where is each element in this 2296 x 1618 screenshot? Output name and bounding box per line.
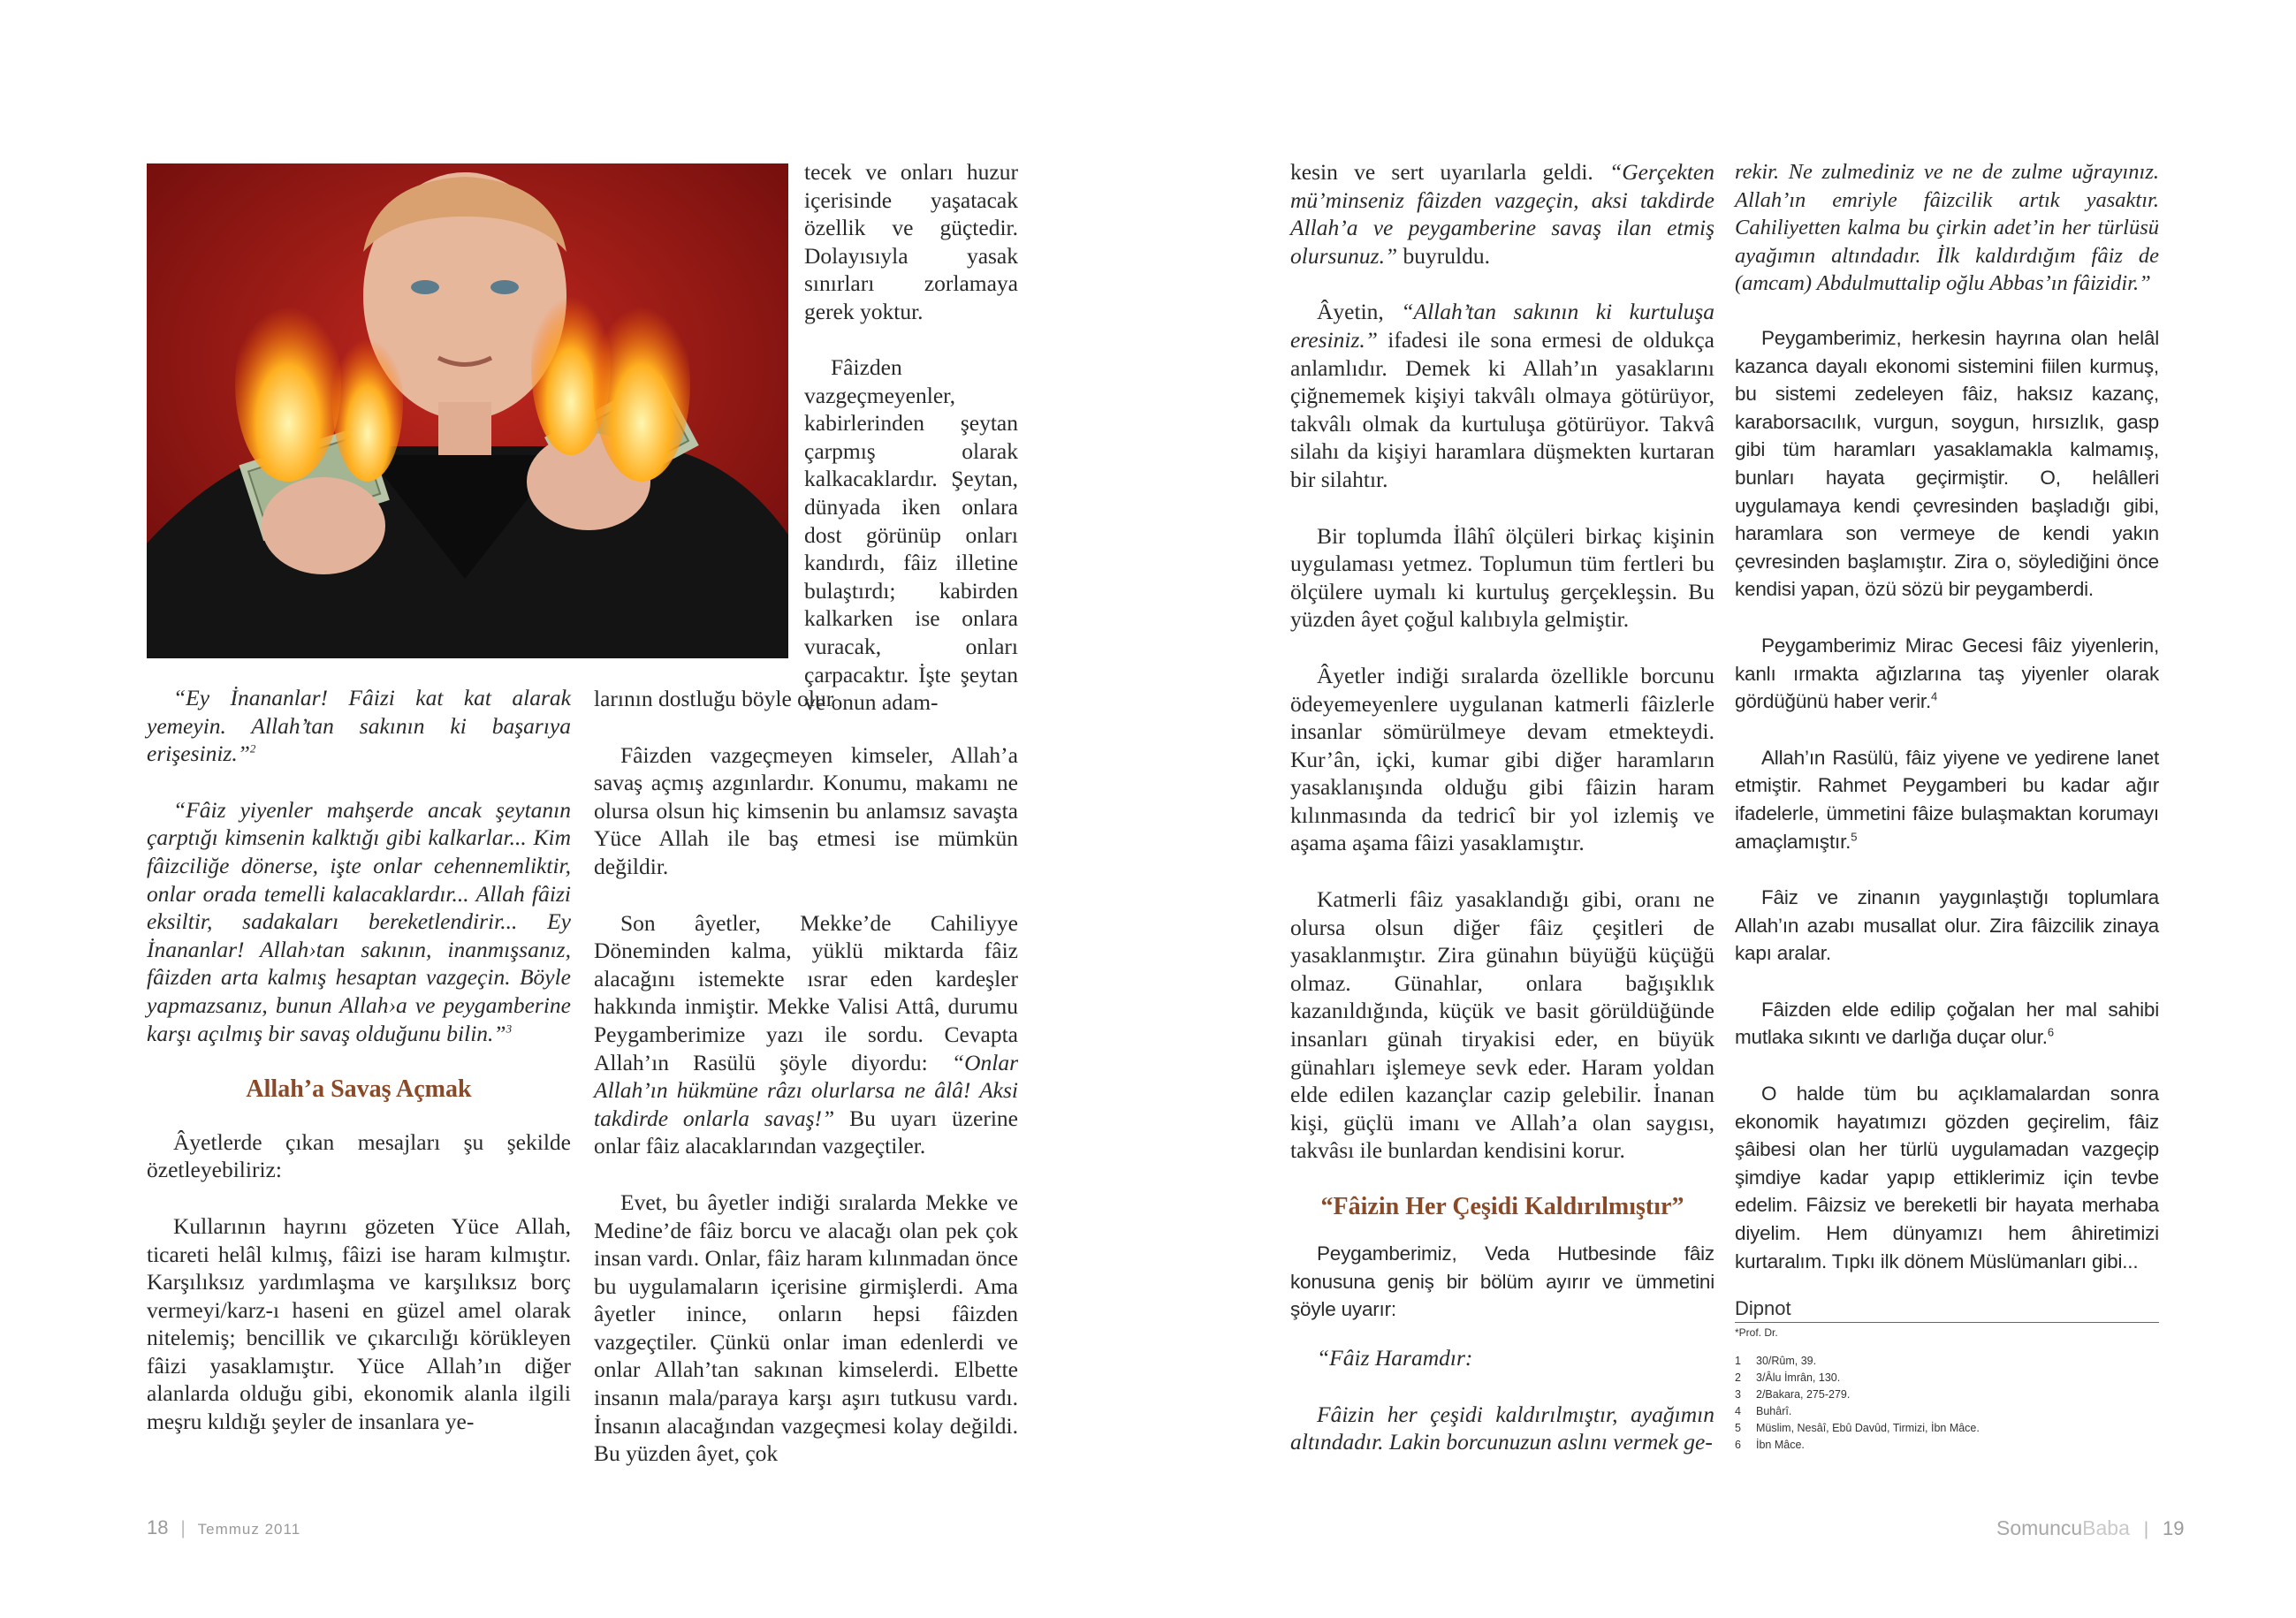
footnote-ref: 2 — [249, 741, 256, 756]
footnote-item — [1735, 1353, 2159, 1370]
issue-date: Temmuz 2011 — [197, 1521, 301, 1538]
footnote-text: 30/Rûm, 39. — [1756, 1355, 1817, 1367]
quote-text: Fâizin her çeşidi kaldırılmıştır, ayağımın altındadır. Lakin borcunuzun aslını vermek ge- — [1290, 1401, 1714, 1455]
right-col2-quote — [1735, 158, 2159, 326]
paragraph: Peygamberimiz, herkesin hayrına olan helâl kazanca dayalı ekonomi sistemini fiilen kurmuş, bu sistemi zedeleyen fâiz, haksız kazanç, karaborsacılık, vurgun, soygun, hırsızlık, gasp gibi tüm haramları yasaklamakla kalmamış, bunları hayata geçirmiştir. O, helâlleri uygulamaya kendi çevresinden başladığı gibi, haramlara son vermeye de kendi yakın çevresinden başlamıştır. Zira o, söylediğini önce kendisi yapan, özü sözü bir peygamberdi. — [1735, 327, 2159, 601]
footnote-text: Buhârî. — [1756, 1405, 1792, 1417]
quote-text: “Ey İnananlar! Fâizi kat kat alarak yemeyin. Allah’tan sakının ki başarıya erişesiniz.” — [147, 685, 571, 767]
author-note: *Prof. Dr. — [1735, 1326, 1778, 1339]
footnote-number: 2 — [1735, 1371, 1741, 1384]
left-footer — [147, 1516, 300, 1539]
right-page — [1148, 0, 2296, 1618]
paragraph: Fâizden vazgeçmeyen kimseler, Allah’a savaş açmış azgınlardır. Konumu, makamı ne olursa olsun hiç kimsenin bu anlamsız savaşta Yüce Allah ile baş etmesi ise mümkün değildir. — [594, 741, 1018, 879]
right-col1-quote — [1290, 1344, 1714, 1485]
paragraph: Bir toplumda İlâhî ölçüleri birkaç kişinin uygulaması yetmez. Toplumun tüm fertleri bu ölçülere uymalı ki kurtuluş gerçekleşsin. Bu yüzden âyet çoğul kalıbıyla gelmiştir. — [1290, 522, 1714, 633]
page-number: 19 — [2163, 1517, 2185, 1539]
paragraph-text: buyruldu. — [1397, 242, 1490, 269]
paragraph — [594, 909, 1018, 1160]
footnote-item — [1735, 1420, 2159, 1437]
left-col2-p2-narrow — [804, 353, 1018, 717]
paragraph — [1735, 996, 2159, 1052]
brand-logo-part: Somuncu — [1996, 1516, 2083, 1539]
footnote-number: 3 — [1735, 1388, 1741, 1401]
paragraph — [1735, 632, 2159, 716]
footer-separator: | — [2143, 1519, 2149, 1539]
footnote-ref: 5 — [1851, 830, 1858, 843]
paragraph-text: Peygamberimiz Mirac Gecesi fâiz yiyenlerin, kanlı ırmakta ağızlarına taş yiyenler olarak gördüğünü haber verir. — [1735, 634, 2159, 713]
page-number: 18 — [147, 1516, 169, 1538]
quote-text: “Allah’tan sakının ki kurtuluşa eresiniz.” — [1290, 299, 1715, 353]
quote-text: rekir. Ne zulmediniz ve ne de zulme uğrayınız. Allah’ın emriyle fâizcilik artık yasaktır. Cahiliyetten kalma bu çirkin adet’in her türlüsü ayağımın altındadır. İlk kaldırdığım fâiz de (amcam) Abdulmuttalip oğlu Abbas’ın fâizidir.” — [1735, 160, 2159, 296]
paragraph-continuation: larının dostluğu böyle olur — [594, 686, 834, 711]
footnote-item — [1735, 1437, 2159, 1454]
footer-separator: | — [180, 1518, 186, 1538]
left-col2 — [594, 685, 1018, 1496]
paragraph-text: Allah’ın Rasülü, fâiz yiyene ve yedirene lanet etmiştir. Rahmet Peygamberi bu kadar ağır ifadelerle, ümmetini fâize bulaşmaktan korumayı amaçlamıştır. — [1735, 746, 2159, 853]
footnote-number: 4 — [1735, 1405, 1741, 1417]
footnote-text: Müslim, Nesâî, Ebû Davûd, Tirmizi, İbn Mâce. — [1756, 1422, 1980, 1434]
section-heading: Allah’a Savaş Açmak — [246, 1075, 472, 1104]
footnote-text: İbn Mâce. — [1756, 1439, 1805, 1451]
footnote-number: 5 — [1735, 1422, 1741, 1434]
paragraph: Âyetler indiği sıralarda özellikle borcunu ödeyemeyenlere uygulanan katmerli fâizlerle insanlar sömürülmeye devam etmekteydi. Kur’ân, içki, kumar gibi diğer haramların yasaklanışında olduğu gibi fâizin haram kılınmasında da tedricî bir yol izlemiş ve aşama aşama fâizi yasaklamıştır. — [1290, 662, 1714, 856]
footnote-text: 2/Bakara, 275-279. — [1756, 1388, 1851, 1401]
paragraph: tecek ve onları huzur içerisinde yaşatacak özellik ve güçtedir. Dolayısıyla yasak sınırları zorlamaya gerek yoktur. — [804, 159, 1018, 324]
footnote-item — [1735, 1370, 2159, 1386]
man-burning-money-photo — [147, 163, 788, 658]
footnote-text: 3/Âlu İmrân, 130. — [1756, 1371, 1841, 1384]
footnote-ref: 3 — [506, 1022, 513, 1036]
quote-text: “Fâiz Haramdır: — [1317, 1345, 1473, 1371]
right-footer — [1996, 1516, 2185, 1540]
paragraph-text: ifadesi ile sona ermesi de oldukça anlamlıdır. Demek ki Allah’ın yasaklarını çiğnememek kişiyi takvâlı olmaya götürüyor, takvâlı olmak da kurtuluşa götürüyor. Takvâ silahı da kişiyi haramlara düşmekten kurtaran bir silahtır. — [1290, 326, 1714, 492]
article-photo — [147, 163, 788, 658]
footnote-title: Dipnot — [1735, 1297, 2159, 1323]
right-col1-sans — [1290, 1240, 1714, 1352]
quote-text: “Onlar Allah’ın hükmüne râzı olurlarsa ne âlâ! Aksi takdirde onlarla savaş!” — [594, 1049, 1018, 1131]
section-heading: “Fâizin Her Çeşidi Kaldırılmıştır” — [1320, 1193, 1684, 1220]
footnote-ref: 4 — [1931, 689, 1938, 703]
paragraph: Kullarının hayrını gözeten Yüce Allah, ticareti helâl kılmış, fâizi ise haram kılmıştır. Karşılıksız yardımlaşma ve karşılıksız borç vermeyi/karz-ı haseni en güzel amel olarak nitelemiş; bencillik ve çıkarcılığı körükleyen fâizi yasaklamıştır. Yüce Allah’ın diğer alanlarda olduğu gibi, ekonomik alanla ilgili meşru kıldığı şeyler de insanlara ye- — [147, 1212, 571, 1435]
left-col2-top — [804, 158, 1018, 354]
paragraph — [1290, 158, 1714, 270]
paragraph-text: kesin ve sert uyarılarla geldi. — [1290, 159, 1610, 185]
brand-logo — [1996, 1516, 2130, 1539]
footnote-number: 6 — [1735, 1439, 1741, 1451]
quote-ali-imran — [147, 684, 571, 768]
right-col2 — [1735, 324, 2159, 1303]
quote-bakara — [147, 796, 571, 1047]
paragraph-text: Bu uyarı üzerine onlar fâiz alacaklarından vazgeçtiler. — [594, 1105, 1018, 1159]
brand-logo-part: Baba — [2082, 1516, 2130, 1539]
quote-text: “Fâiz yiyenler mahşerde ancak şeytanın çarptığı kimsenin kalktığı gibi kalkarlar... Kim fâizciliğe dönerse, işte onlar cehennemliktir, onlar orada temelli kalacaklardır... Allah fâizi eksiltir, sadakaları bereketlendirir... Ey İnananlar! Allah›tan sakının, inanmışsanız, fâizden arta kalmış hesaptan vazgeçin. Böyle yapmazsanız, bunun Allah›a ve peygamberine karşı açılmış bir savaş olduğunu bilin.” — [147, 796, 571, 1046]
paragraph: Katmerli fâiz yasaklandığı gibi, oranı ne olursa olsun diğer fâiz çeşitleri de yasaklanmıştır. Zira günahın büyüğü küçüğü olmaz. Günahlar, onlara bağışıklık kazanıldığında, küçük ve basit görüldüğünde insanları günah tiryakisi eder, en büyük günahları işlemeye sevk eder. Haram yoldan elde edilen kazançlar cazip gelebilir. İnanan kişi, güçlü imanı ve Allah’a olan saygısı, takvâsı ile bunlardan kendisini korur. — [1290, 886, 1714, 1164]
footnote-ref: 6 — [2047, 1025, 2054, 1039]
footnote-number: 1 — [1735, 1355, 1741, 1367]
left-col1 — [147, 684, 571, 1464]
footnote-item — [1735, 1386, 2159, 1403]
paragraph-text: Âyetin, — [1317, 299, 1402, 325]
paragraph: Peygamberimiz, Veda Hutbesinde fâiz konusuna geniş bir bölüm ayırır ve ümmetini şöyle uyarır: — [1290, 1242, 1714, 1321]
paragraph-wrap-text: Fâizden vazgeçmeyenler, kabirlerinden şeytan çarpmış olarak kalkacaklardır. Şeytan, dünyada iken onlara dost görünüp onları kandırdı, fâiz illetine bulaştırdı; kabirden kalkarken ise onlara vuracak, onları çarpacaktır. İşte şeytan ve onun adam- — [804, 354, 1018, 716]
paragraph: O halde tüm bu açıklamalardan sonra ekonomik hayatımızı gözden geçirelim, fâiz şâibesi olan her türlü uygulamadan vazgeçip şimdiye kadar yapıp ettiklerimiz için tevbe edelim. Fâizsiz ve bereketli bir hayata merhaba diyelim. Hem dünyamızı hem âhiretimizi kurtaralım. Tıpkı ilk dönem Müslümanları gibi... — [1735, 1082, 2159, 1272]
right-col1 — [1290, 158, 1714, 1246]
paragraph: Âyetlerde çıkan mesajları şu şekilde özetleyebiliriz: — [147, 1128, 571, 1183]
paragraph: Evet, bu âyetler indiği sıralarda Mekke ve Medine’de fâiz borcu ve alacağı olan pek çok insan vardı. Onlar, fâiz haram kılınmadan önce bu uygulamaların içerisine girmişlerdi. Ama âyetler inince, onların hepsi fâizden vazgeçtiler. Çünkü onlar iman edenlerdi ve onlar Allah’tan sakınan kimselerdi. Elbette insanın mala/paraya karşı aşırı tutkusu vardı. İnsanın alacağından vazgeçmesi kolay değildi. Bu yüzden âyet, çok — [594, 1189, 1018, 1467]
paragraph-text: Fâizden elde edilip çoğalan her mal sahibi mutlaka sıkıntı ve darlığa duçar olur. — [1735, 998, 2159, 1049]
quote-text: “Gerçekten mü’minseniz fâizden vazgeçin, aksi takdirde Allah’a ve peygamberine savaş ilan etmiş olursunuz.” — [1290, 159, 1714, 269]
paragraph — [1290, 298, 1714, 493]
paragraph-text: Son âyetler, Mekke’de Cahiliyye Döneminden kalma, yüklü miktarda fâiz alacağını istemekte ısrar eden kardeşler hakkında inmiştir. Mekke Valisi Attâ, durumu Peygamberimize yazı ile sordu. Cevapta Allah’ın Rasülü şöyle diyordu: — [594, 909, 1018, 1075]
footnote-item — [1735, 1403, 2159, 1420]
footnote-box — [1735, 1297, 2159, 1454]
paragraph — [1735, 744, 2159, 855]
paragraph: Fâiz ve zinanın yaygınlaştığı toplumlara Allah’ın azabı musallat olur. Zira fâizcilik zinaya kapı aralar. — [1735, 886, 2159, 965]
